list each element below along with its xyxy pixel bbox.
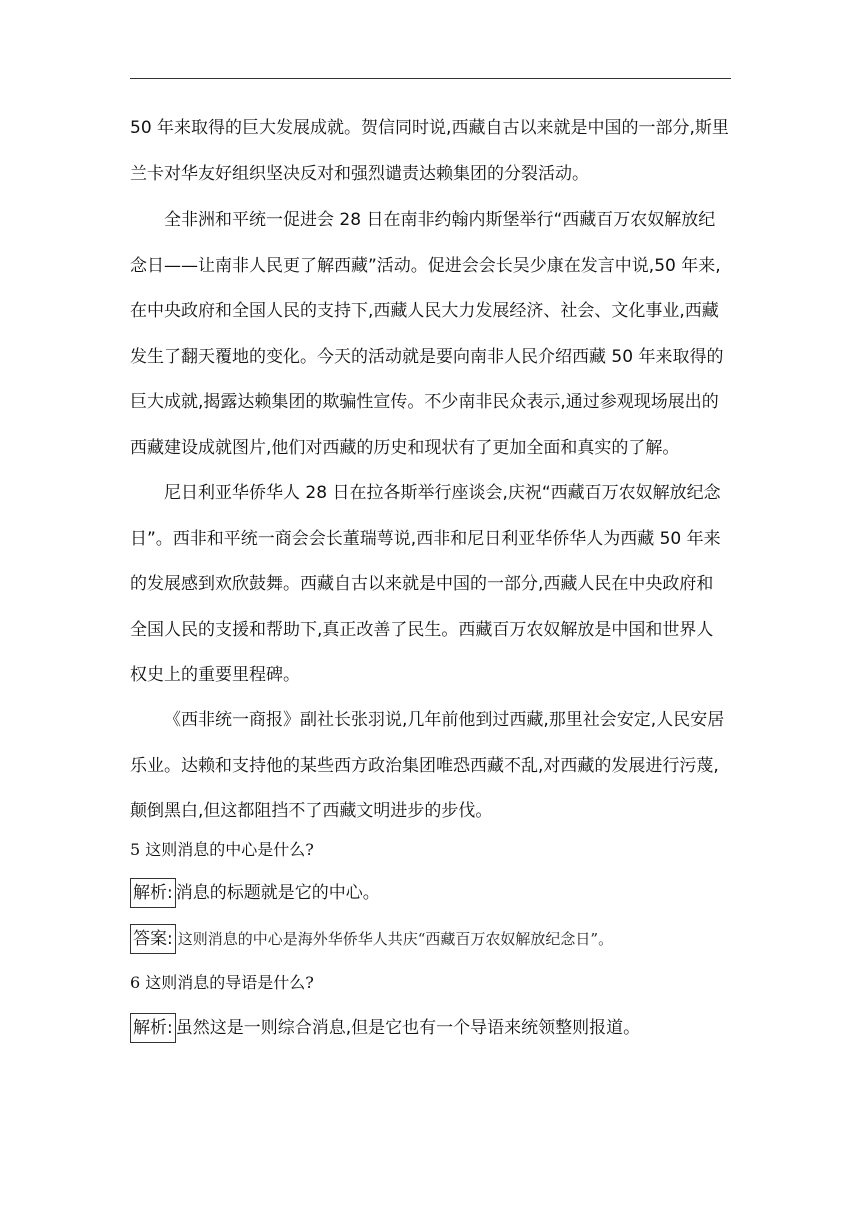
paragraph-3-line-3: 的发展感到欢欣鼓舞。西藏自古以来就是中国的一部分,西藏人民在中央政府和 (130, 574, 714, 594)
paragraph-1-line-2: 兰卡对华友好组织坚决反对和强烈谴责达赖集团的分裂活动。 (130, 164, 589, 184)
answer-label: 答案: (130, 924, 176, 954)
question-5-answer (130, 924, 613, 954)
paragraph-2-line-2: 念日——让南非人民更了解西藏”活动。促进会会长吴少康在发言中说,50 年来, (130, 256, 721, 276)
paragraph-4-line-2: 乐业。达赖和支持他的某些西方政治集团唯恐西藏不乱,对西藏的发展进行污蔑, (130, 756, 719, 776)
paragraph-3-line-2: 日”。西非和平统一商会会长董瑞萼说,西非和尼日利亚华侨华人为西藏 50 年来 (130, 529, 721, 549)
paragraph-2-line-5: 巨大成就,揭露达赖集团的欺骗性宣传。不少南非民众表示,通过参观现场展出的 (130, 392, 719, 412)
paragraph-2-line-1: 全非洲和平统一促进会 28 日在南非约翰内斯堡举行“西藏百万农奴解放纪 (164, 210, 716, 230)
question-5: 5 这则消息的中心是什么? (130, 840, 314, 859)
header-rule (130, 78, 731, 79)
paragraph-3-line-4: 全国人民的支援和帮助下,真正改善了民生。西藏百万农奴解放是中国和世界人 (130, 620, 714, 640)
paragraph-1-line-1: 50 年来取得的巨大发展成就。贺信同时说,西藏自古以来就是中国的一部分,斯里 (130, 118, 729, 138)
paragraph-3-line-1: 尼日利亚华侨华人 28 日在拉各斯举行座谈会,庆祝“西藏百万农奴解放纪念 (164, 483, 721, 503)
question-5-analysis (130, 878, 380, 908)
paragraph-2-line-4: 发生了翻天覆地的变化。今天的活动就是要向南非人民介绍西藏 50 年来取得的 (130, 347, 724, 367)
analysis-label: 解析: (130, 1013, 176, 1043)
paragraph-2-line-3: 在中央政府和全国人民的支持下,西藏人民大力发展经济、社会、文化事业,西藏 (130, 301, 719, 321)
answer-text: 这则消息的中心是海外华侨华人共庆“西藏百万农奴解放纪念日”。 (177, 930, 614, 948)
paragraph-4-line-3: 颠倒黑白,但这都阻挡不了西藏文明进步的步伐。 (130, 801, 493, 821)
analysis-text: 消息的标题就是它的中心。 (175, 883, 380, 903)
paragraph-2-line-6: 西藏建设成就图片,他们对西藏的历史和现状有了更加全面和真实的了解。 (130, 438, 680, 458)
paragraph-4-line-1: 《西非统一商报》副社长张羽说,几年前他到过西藏,那里社会安定,人民安居 (164, 710, 725, 730)
analysis-text: 虽然这是一则综合消息,但是它也有一个导语来统领整则报道。 (175, 1018, 641, 1038)
analysis-label: 解析: (130, 878, 176, 908)
question-6-analysis (130, 1013, 640, 1043)
paragraph-3-line-5: 权史上的重要里程碑。 (130, 665, 300, 685)
question-6: 6 这则消息的导语是什么? (130, 973, 314, 992)
